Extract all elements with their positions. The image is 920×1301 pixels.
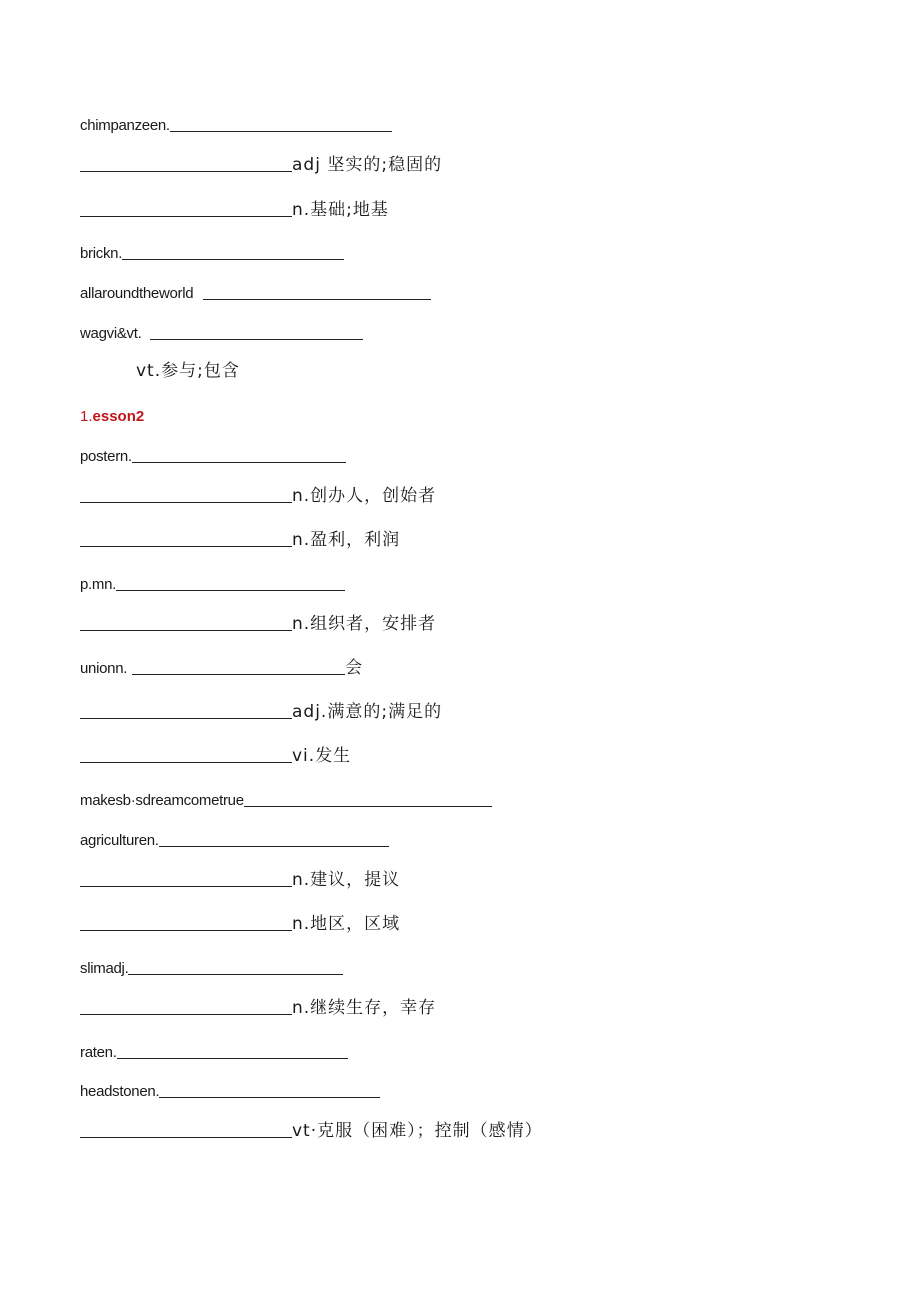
vocab-line-region [80,911,400,935]
answer-blank[interactable] [80,999,292,1015]
vocab-line-chimpanzee [80,112,392,136]
answer-blank[interactable] [80,531,292,547]
definition: n.创办人，创始者 [292,486,437,506]
answer-blank[interactable] [80,915,292,931]
vocab-line-suggestion [80,867,400,891]
vocab-line-involve [136,358,240,382]
vocab-line-survival [80,995,436,1019]
vocab-line-agriculture [80,827,389,851]
term: unionn. [80,660,128,677]
answer-blank[interactable] [203,284,431,300]
term: p.mn. [80,576,117,593]
answer-blank[interactable] [132,659,345,675]
answer-blank[interactable] [116,575,345,591]
term: headstonen. [80,1083,160,1100]
vocab-line-solid [80,152,442,176]
answer-blank[interactable] [244,791,492,807]
answer-blank[interactable] [80,156,292,172]
definition: n.盈利，利润 [292,530,401,550]
vocab-line-profit [80,527,400,551]
vocab-line-brick [80,240,344,264]
vocab-line-union [80,655,363,679]
term: postern. [80,448,132,465]
answer-blank[interactable] [80,487,292,503]
vocab-line-rate [80,1039,348,1063]
vocab-line-headstone [80,1078,380,1102]
answer-blank[interactable] [80,871,292,887]
term: chimpanzeen. [80,117,170,134]
term: makesb·sdreamcometrue [80,792,244,809]
term: allaroundtheworld [80,285,194,302]
section-heading [80,401,144,425]
definition: n.组织者，安排者 [292,614,437,634]
vocab-line-pm [80,571,345,595]
vocab-line-poster [80,443,346,467]
definition: 会 [345,658,364,678]
definition: n.建议，提议 [292,870,401,890]
definition: n.基础;地基 [292,200,389,220]
vocab-line-all-around [80,280,431,304]
definition: vt.参与;包含 [136,361,240,381]
term: raten. [80,1044,117,1061]
vocab-line-organiser [80,611,436,635]
heading-text: esson2 [92,408,145,425]
term: slimadj. [80,960,129,977]
definition: vi.发生 [292,746,352,766]
vocab-line-dream [80,787,492,811]
answer-blank[interactable] [150,324,363,340]
vocab-line-happen [80,743,351,767]
answer-blank[interactable] [80,201,292,217]
vocab-line-foundation [80,197,389,221]
definition: vt·克服（困难）；控制（感情） [292,1121,543,1141]
term: wagvi&vt. [80,325,142,342]
definition: n.地区，区域 [292,914,401,934]
answer-blank[interactable] [80,615,292,631]
answer-blank[interactable] [80,1122,292,1138]
term: agriculturen. [80,832,159,849]
answer-blank[interactable] [170,116,392,132]
answer-blank[interactable] [80,747,292,763]
vocab-line-wag [80,320,363,344]
definition: adj.满意的;满足的 [292,702,443,722]
definition: n.继续生存，幸存 [292,998,437,1018]
heading-number: 1. [80,408,93,425]
answer-blank[interactable] [159,1082,380,1098]
vocab-line-founder [80,483,436,507]
answer-blank[interactable] [159,831,389,847]
answer-blank[interactable] [117,1043,348,1059]
definition: adj 坚实的;稳固的 [292,155,443,175]
answer-blank[interactable] [80,703,292,719]
answer-blank[interactable] [122,244,344,260]
vocab-line-satisfied [80,699,442,723]
vocab-line-slim [80,955,343,979]
answer-blank[interactable] [128,959,343,975]
vocab-line-overcome [80,1118,543,1142]
answer-blank[interactable] [132,447,346,463]
term: brickn. [80,245,123,262]
